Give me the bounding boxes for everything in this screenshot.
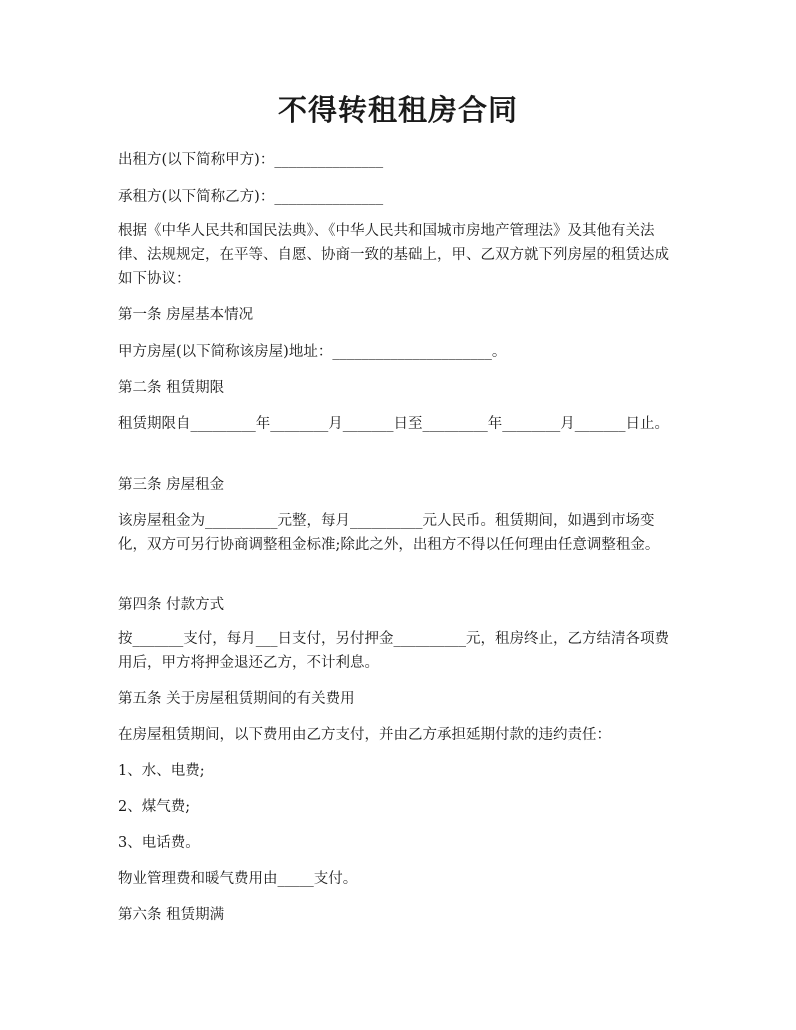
article-5-heading: 第五条 关于房屋租赁期间的有关费用 [118, 691, 355, 707]
article-5-body: 在房屋租赁期间，以下费用由乙方支付，并由乙方承担延期付款的违约责任： [118, 727, 611, 743]
article-1-heading: 第一条 房屋基本情况 [118, 307, 254, 323]
fee-item-2: 2、煤气费; [118, 799, 191, 815]
article-6-heading: 第六条 租赁期满 [118, 907, 225, 923]
fee-item-3: 3、电话费。 [118, 835, 200, 851]
fee-item-1: 1、水、电费; [118, 763, 205, 779]
article-3-body: 该房屋租金为__________元整，每月__________元人民币。租赁期间，如遇到市场变化，双方可另行协商调整租金标准;除此之外，出租方不得以任何理由任意调整租金。 [118, 513, 660, 553]
article-4-heading: 第四条 付款方式 [118, 597, 225, 613]
article-1-body: 甲方房屋(以下简称该房屋)地址：______________________。 [118, 344, 507, 360]
lessee-line: 承租方(以下简称乙方)：_______________ [118, 189, 384, 205]
article-4-body: 按_______支付，每月___日支付，另付押金__________元，租房终止，乙方结清各项费用后，甲方将押金退还乙方，不计利息。 [118, 631, 669, 671]
preamble-paragraph: 根据《中华人民共和国民法典》、《中华人民共和国城市房地产管理法》及其他有关法律、法规规定，在平等、自愿、协商一致的基础上，甲、乙双方就下列房屋的租赁达成如下协议： [118, 223, 669, 287]
article-3-heading: 第三条 房屋租金 [118, 477, 225, 493]
article-2-body: 租赁期限自_________年________月_______日至_________年________月_______日止。 [118, 416, 669, 432]
document-title: 不得转租租房合同 [277, 93, 518, 127]
lessor-line: 出租方(以下简称甲方)：_______________ [118, 152, 384, 168]
property-fee-line: 物业管理费和暖气费用由_____支付。 [118, 871, 358, 887]
article-2-heading: 第二条 租赁期限 [118, 380, 225, 396]
